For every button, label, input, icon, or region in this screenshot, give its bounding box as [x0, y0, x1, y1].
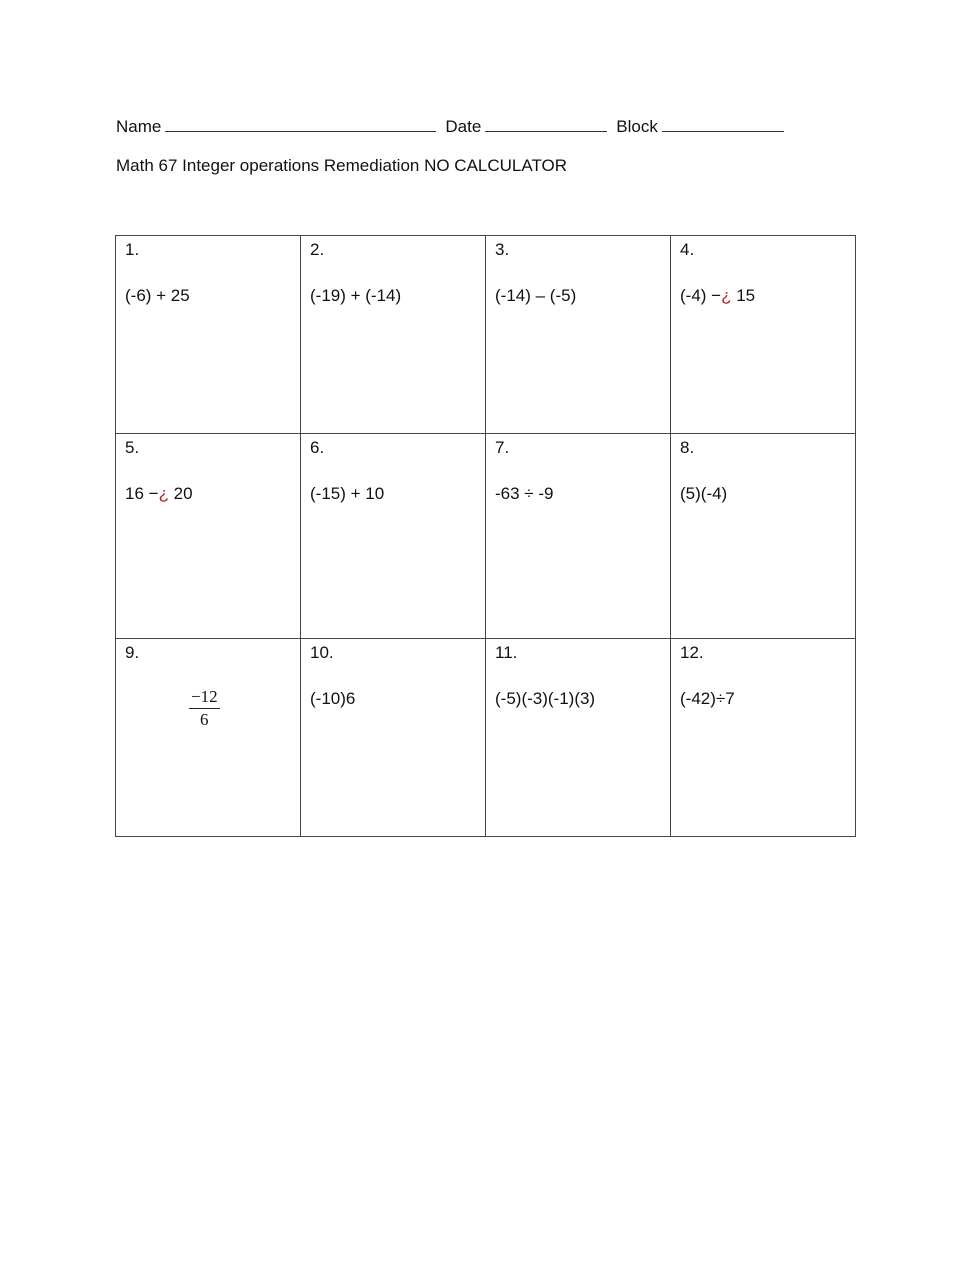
fraction-numerator: −12: [189, 687, 220, 709]
problem-cell-5: [116, 434, 301, 639]
problem-number: 4.: [680, 240, 695, 259]
problem-expression: -63 ÷ -9: [495, 484, 554, 503]
problem-expression: (-10)6: [310, 689, 356, 708]
problem-row: [116, 434, 856, 639]
problem-row: [116, 236, 856, 434]
problem-number: 12.: [680, 643, 704, 662]
block-label: Block: [616, 117, 658, 136]
problem-cell-3: [486, 236, 671, 434]
problem-cell-4: [671, 236, 856, 434]
problem-cell-7: [486, 434, 671, 639]
worksheet-title: Math 67 Integer operations Remediation NO CALCULATOR: [116, 156, 568, 175]
problem-number: 7.: [495, 438, 510, 457]
problem-expression: (-14) – (-5): [495, 286, 577, 305]
problem-expression: [680, 286, 846, 306]
expression-part: (-4) −: [680, 286, 722, 305]
expression-part: 15: [731, 286, 756, 305]
fraction-denominator: 6: [200, 710, 209, 729]
fraction: [189, 687, 220, 731]
expression-part: 20: [168, 484, 193, 503]
problem-row: [116, 639, 856, 837]
problem-cell-2: [301, 236, 486, 434]
problem-number: 10.: [310, 643, 334, 662]
problem-expression: [125, 484, 291, 504]
problem-expression: (5)(-4): [680, 484, 728, 503]
broken-glyph: ¿: [721, 286, 732, 305]
expression-part: 16 −: [125, 484, 159, 503]
problem-number: 5.: [125, 438, 140, 457]
broken-glyph: ¿: [158, 484, 169, 503]
problem-cell-8: [671, 434, 856, 639]
problem-grid: [115, 235, 856, 837]
problem-number: 8.: [680, 438, 695, 457]
problem-number: 1.: [125, 240, 140, 259]
problem-expression: (-15) + 10: [310, 484, 385, 503]
date-blank[interactable]: [485, 116, 607, 132]
problem-cell-11: [486, 639, 671, 837]
problem-expression: (-19) + (-14): [310, 286, 402, 305]
date-label: Date: [445, 117, 482, 136]
problem-number: 11.: [495, 643, 518, 662]
problem-expression: (-6) + 25: [125, 286, 190, 305]
problem-number: 2.: [310, 240, 325, 259]
problem-number: 6.: [310, 438, 325, 457]
problem-number: 9.: [125, 643, 140, 662]
header-fields: [116, 116, 793, 137]
problem-cell-12: [671, 639, 856, 837]
problem-number: 3.: [495, 240, 510, 259]
name-label: Name: [116, 117, 162, 136]
problem-cell-1: [116, 236, 301, 434]
problem-cell-6: [301, 434, 486, 639]
block-blank[interactable]: [662, 116, 784, 132]
problem-cell-9: [116, 639, 301, 837]
problem-expression: (-42)÷7: [680, 689, 735, 708]
problem-expression: (-5)(-3)(-1)(3): [495, 689, 596, 708]
name-blank[interactable]: [165, 116, 436, 132]
problem-cell-10: [301, 639, 486, 837]
